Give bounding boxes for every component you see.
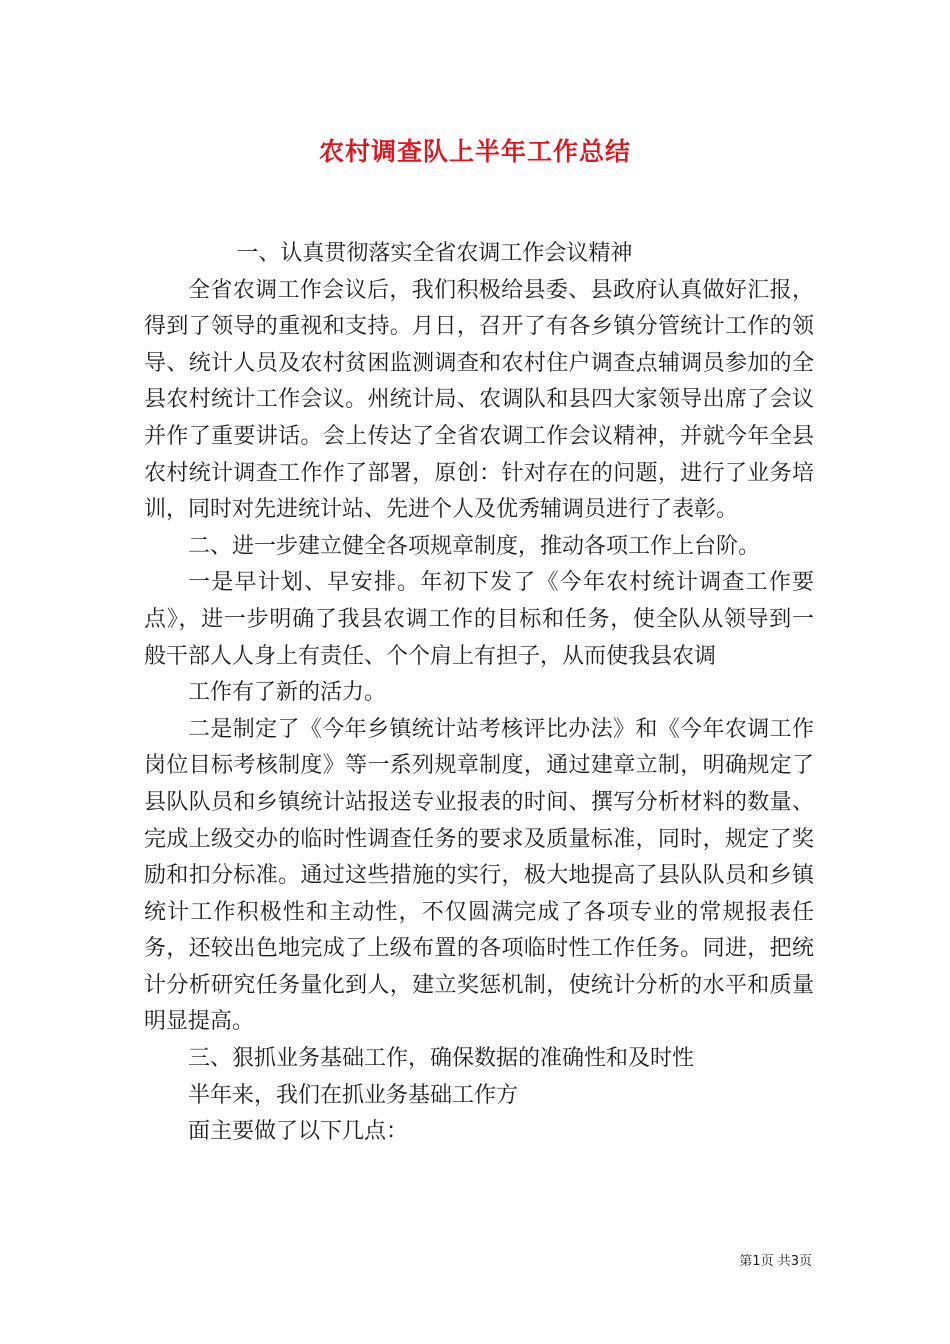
- page-prefix: 第: [739, 1254, 753, 1269]
- page-number-footer: [0, 1250, 812, 1269]
- paragraph: 全省农调工作会议后，我们积极给县委、县政府认真做好汇报，得到了领导的重视和支持。月日，召开了有各乡镇分管统计工作的领导、统计人员及农村贫困监测调查和农村住户调查点辅调员参加的全县农村统计工作会议。州统计局、农调队和县四大家领导出席了会议并作了重要讲话。会上传达了全省农调工作会议精神，并就今年全县农村统计调查工作作了部署，原创：针对存在的问题，进行了业务培训，同时对先进统计站、先进个人及优秀辅调员进行了表彰。: [144, 277, 814, 523]
- document-body: [144, 236, 814, 1151]
- page-title: 农村调查队上半年工作总结: [318, 137, 631, 166]
- page-current: 1: [752, 1254, 761, 1269]
- paragraph: 面主要做了以下几点：: [188, 1119, 409, 1145]
- paragraph: 二是制定了《今年乡镇统计站考核评比办法》和《今年农调工作岗位目标考核制度》等一系列规章制度，通过建章立制，明确规定了县队队员和乡镇统计站报送专业报表的时间、撰写分析材料的数量、完成上级交办的临时性调查任务的要求及质量标准，同时，规定了奖励和扣分标准。通过这些措施的实行，极大地提高了县队队员和乡镇统计工作积极性和主动性，不仅圆满完成了各项专业的常规报表任务，还较出色地完成了上级布置的各项临时性工作任务。同进，把统计分析研究任务量化到人，建立奖惩机制，使统计分析的水平和质量明显提高。: [144, 716, 814, 1035]
- page-total: 3: [790, 1254, 799, 1269]
- section-heading-3: 三、狠抓业务基础工作，确保数据的准确性和及时性: [188, 1046, 695, 1072]
- paragraph: 工作有了新的活力。: [188, 680, 387, 706]
- paragraph: 一是早计划、早安排。年初下发了《今年农村统计调查工作要点》，进一步明确了我县农调工作的目标和任务，使全队从领导到一般干部人人身上有责任、个个肩上有担子，从而使我县农调: [144, 570, 814, 669]
- section-heading-2: 二、进一步建立健全各项规章制度，推动各项工作上台阶。: [188, 533, 761, 559]
- page-middle: 页 共: [760, 1254, 791, 1269]
- section-heading-1: 一、认真贯彻落实全省农调工作会议精神: [236, 241, 633, 266]
- page-suffix: 页: [798, 1254, 812, 1269]
- paragraph: 半年来，我们在抓业务基础工作方: [188, 1082, 519, 1108]
